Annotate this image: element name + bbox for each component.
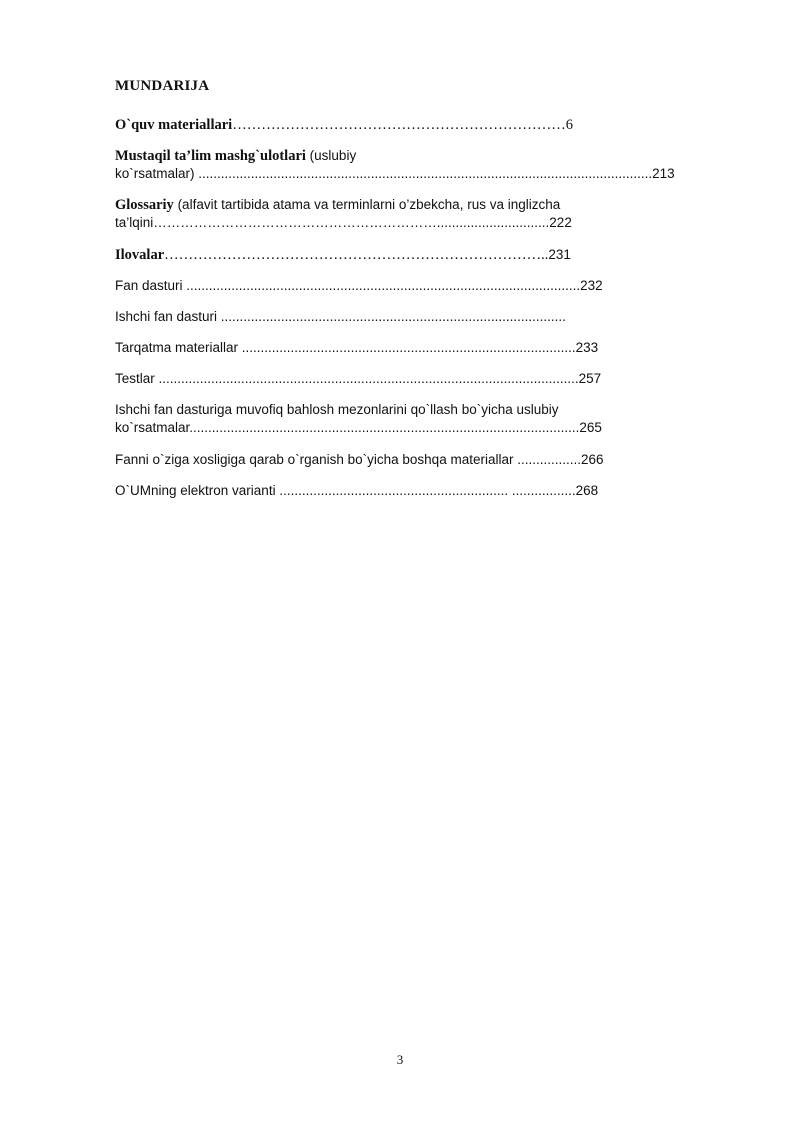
toc-entry-glossariy-cont[interactable] [115,214,572,232]
toc-entry-baholash-mezonlari-cont[interactable] [115,419,602,437]
toc-entry-mustaqil-talim[interactable] [115,147,356,165]
toc-entry-title: Mustaqil ta’lim mashg`ulotlari [115,148,306,164]
toc-entry-oquv-materiallari[interactable] [115,116,573,134]
toc-entry-baholash-mezonlari[interactable] [115,401,559,419]
toc-entry-ishchi-fan-dasturi[interactable] [115,308,566,326]
toc-page-number: 233 [575,340,599,355]
toc-entry-subtitle: (alfavit tartibida atama va terminlarni o’zbekcha, rus va inglizcha [173,197,561,212]
toc-leader: …………………………………………………………………….. [164,247,549,263]
toc-page-number: 266 [580,452,604,467]
toc-page-number: 265 [579,420,602,435]
toc-entry-title: Glossariy [115,197,174,213]
toc-entry-text: Testlar ................................................................................................................ [115,371,579,386]
toc-entry-tarqatma-materiallar[interactable] [115,339,598,357]
toc-page-number: 231 [548,247,571,262]
toc-entry-text: Ishchi fan dasturi ............................................................................................ [115,309,566,324]
toc-leader: ko`rsatmalar) ......................................................................................................................... [115,166,653,181]
toc-page-number: 213 [652,166,675,181]
toc-entry-title: O`quv materiallari [115,117,233,133]
toc-leader: ko`rsatmalar........................................................................................................ [115,420,580,435]
toc-leader: …………………………………………………………… [232,117,566,133]
toc-entry-testlar[interactable] [115,370,601,388]
toc-entry-text: Fanni o`ziga xosligiga qarab o`rganish bo`yicha boshqa materiallar ................. [115,452,581,467]
toc-page-number: 222 [549,215,572,230]
toc-page-number: 6 [565,117,573,133]
toc-page-number: 232 [580,278,603,293]
toc-entry-fan-dasturi[interactable] [115,277,603,295]
toc-entry-text: O`UMning elektron varianti ............................................................. ................. [115,483,576,498]
toc-leader: ta’lqini……………………………………………………….............................. [115,215,550,230]
toc-entry-title: Ilovalar [115,247,165,263]
toc-entry-boshqa-materiallar[interactable] [115,451,604,469]
toc-entry-elektron-variant[interactable] [115,482,598,500]
page-title: MUNDARIJA [115,78,210,94]
toc-entry-mustaqil-talim-cont[interactable] [115,165,675,183]
toc-entry-ilovalar[interactable] [115,246,571,264]
toc-entry-glossariy[interactable] [115,196,560,214]
toc-entry-text: Fan dasturi ......................................................................................................... [115,278,581,293]
toc-entry-text: Tarqatma materiallar ......................................................................................... [115,340,576,355]
page-number: 3 [396,1052,404,1067]
toc-page-number: 268 [575,483,599,498]
toc-entry-subtitle: (uslubiy [305,148,357,163]
toc-page-number: 257 [578,371,602,386]
toc-entry-text: Ishchi fan dasturiga muvofiq bahlosh mezonlarini qo`llash bo`yicha uslubiy [115,402,559,417]
